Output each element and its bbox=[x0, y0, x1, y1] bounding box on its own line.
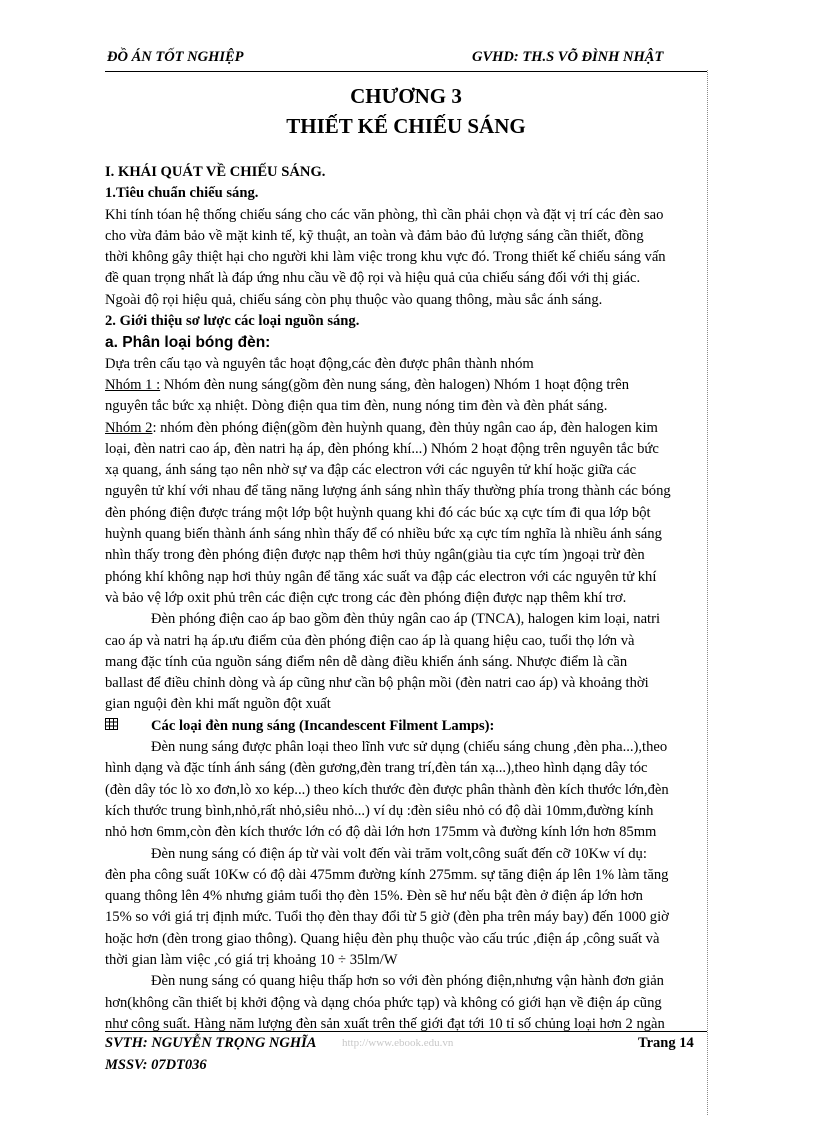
text-line bbox=[105, 801, 707, 822]
line-text: nhỏ hơn 6mm,còn đèn kích thước lớn có độ dài lớn hơn 175mm và đường kính lớn hơn 85mm bbox=[105, 824, 657, 841]
text-line bbox=[105, 865, 707, 886]
text-line bbox=[105, 481, 707, 502]
footer-student: SVTH: NGUYỄN TRỌNG NGHĨA bbox=[105, 1035, 317, 1051]
text-line bbox=[105, 545, 707, 566]
page-number: Trang 14 bbox=[638, 1035, 694, 1051]
text-line bbox=[105, 332, 707, 353]
header-rule bbox=[105, 71, 707, 72]
line-text: hình dạng và đặc tính ánh sáng (đèn gương,đèn trang trí,đèn tán xạ...),theo hình dạng dây tóc bbox=[105, 760, 648, 777]
line-text: a. Phân loại bóng đèn: bbox=[105, 334, 271, 352]
text-line bbox=[105, 993, 707, 1014]
text-line bbox=[105, 886, 707, 907]
line-text: (đèn dây tóc lò xo đơn,lò xo kép...) theo kích thước đèn được phân thành đèn kích thước lớn,đèn bbox=[105, 781, 669, 798]
line-text: Ngoài độ rọi hiệu quả, chiếu sáng còn phụ thuộc vào quang thông, màu sắc ánh sáng. bbox=[105, 291, 603, 308]
line-text: và bảo vệ lớp oxit phủ trên các điện cực trong các đèn phóng điện được nạp thêm khí trơ. bbox=[105, 589, 627, 606]
text-line bbox=[105, 183, 707, 204]
line-text: mang đặc tính của nguồn sáng điểm nên dễ dàng điều khiển ánh sáng. Nhược điểm là cần bbox=[105, 653, 628, 670]
text-line bbox=[105, 247, 707, 268]
text-line bbox=[105, 311, 707, 332]
line-text: đèn phóng điện được tráng một lớp bột huỳnh quang khi đó các búc xạ cực tím đi qua lớp bột bbox=[105, 504, 651, 521]
text-line bbox=[105, 439, 707, 460]
line-text: Đèn nung sáng có điện áp từ vài volt đến vài trăm volt,công suất đến cỡ 10Kw ví dụ: bbox=[151, 845, 647, 862]
group-label: Nhóm 1 : bbox=[105, 376, 161, 393]
line-text: kích thước trung bình,nhỏ,rất nhỏ,siêu nhỏ...) ví dụ :đèn siêu nhỏ có độ dài 10mm,đường kính bbox=[105, 802, 654, 819]
line-text: huỳnh quang biến thành ánh sáng nhìn thấy để có nhiều bức xạ cực tím nghĩa là nhiều ánh sáng bbox=[105, 526, 662, 543]
text-line bbox=[105, 780, 707, 801]
line-text: 2. Giới thiệu sơ lược các loại nguồn sáng. bbox=[105, 313, 360, 330]
line-text: nhìn thấy trong đèn phóng điện được nạp thêm hơi thủy ngân(giàu tia cực tím )ngoại trừ đèn bbox=[105, 547, 645, 564]
text-line bbox=[105, 822, 707, 843]
line-text: Khi tính tóan hệ thống chiếu sáng cho các văn phòng, thì cần phải chọn và đặt vị trí các đèn sao bbox=[105, 206, 664, 223]
chapter-title: THIẾT KẾ CHIẾU SÁNG bbox=[286, 114, 526, 138]
line-text: cao áp và natri hạ áp.ưu điểm của đèn phóng điện cao áp là quang hiệu cao, tuổi thọ lớn và bbox=[105, 632, 635, 649]
text-line bbox=[105, 162, 707, 183]
header-right: GVHD: TH.S VÕ ĐÌNH NHẬT bbox=[472, 49, 664, 65]
footer-rule bbox=[105, 1031, 707, 1032]
line-text: đề quan trọng nhất là đáp ứng nhu cầu về độ rọi và hiệu quả của chiếu sáng đối với thị giác. bbox=[105, 270, 641, 287]
text-line bbox=[105, 673, 707, 694]
line-text: : nhóm đèn phóng điện(gồm đèn huỳnh quang, đèn thủy ngân cao áp, đèn halogen kim bbox=[152, 419, 658, 436]
line-text: nguyên tử khí với nhau để tăng năng lượng ánh sáng nhìn thấy thường phía trong thành các bóng bbox=[105, 483, 671, 500]
text-line bbox=[105, 631, 707, 652]
text-line bbox=[105, 418, 707, 439]
line-text: hơn(không cần thiết bị khởi động và dạng chóa phức tạp) và không có giới hạn về điện áp cũng bbox=[105, 994, 662, 1011]
line-text: quang thông lên 4% nhưng giảm tuổi thọ đèn 15%. Đèn sẽ hư nếu bật đèn ở điện áp lớn hơn bbox=[105, 888, 643, 905]
text-line bbox=[105, 205, 707, 226]
body-text bbox=[105, 162, 707, 1035]
line-text: đèn pha công suất 10Kw có độ dài 475mm đường kính 275mm. sự tăng điện áp lên 1% làm tăng bbox=[105, 866, 669, 883]
text-line bbox=[105, 950, 707, 971]
line-text: Đèn nung sáng được phân loại theo lĩnh vưc sử dụng (chiếu sáng chung ,đèn pha...),theo bbox=[151, 739, 668, 756]
text-line bbox=[105, 716, 707, 737]
text-line bbox=[105, 694, 707, 715]
text-line bbox=[105, 567, 707, 588]
chapter-number: CHƯƠNG 3 bbox=[350, 84, 462, 108]
text-line bbox=[105, 907, 707, 928]
group-label: Nhóm 2 bbox=[105, 419, 153, 436]
footer-watermark: http://www.ebook.edu.vn bbox=[342, 1037, 454, 1049]
text-line bbox=[105, 652, 707, 673]
text-line bbox=[105, 844, 707, 865]
line-text: ballast để điều chỉnh dòng và áp cũng như cần bộ phận mồi (đèn natri cao áp) và khoảng thời bbox=[105, 675, 649, 692]
page-header bbox=[107, 49, 707, 71]
text-line bbox=[105, 588, 707, 609]
line-text: như công suất. Hàng năm lượng đèn sản xuất trên thế giới đạt tới 10 tỉ số chủng loại hơn 2 ngàn bbox=[105, 1015, 665, 1032]
header-left: ĐỒ ÁN TỐT NGHIỆP bbox=[107, 49, 244, 65]
grid-bullet-icon bbox=[105, 716, 151, 737]
line-text: Dựa trên cấu tạo và nguyên tắc hoạt động,các đèn được phân thành nhóm bbox=[105, 355, 534, 372]
line-text: Các loại đèn nung sáng (Incandescent Filment Lamps): bbox=[151, 717, 495, 734]
text-line bbox=[105, 503, 707, 524]
text-line bbox=[105, 758, 707, 779]
line-text: nguyên tắc bức xạ nhiệt. Dòng điện qua tim đèn, nung nóng tim đèn và đèn phát sáng. bbox=[105, 398, 608, 415]
line-text: gian nguội đèn khi mất nguồn đột xuất bbox=[105, 696, 331, 713]
line-text: hoặc hơn (đèn trong giao thông). Quang hiệu đèn phụ thuộc vào cấu trúc ,điện áp ,công suất và bbox=[105, 930, 660, 947]
line-text: xạ quang, ánh sáng tạo nên nhờ sự va đập các electron với các nguyên tử khí hoặc giữa các bbox=[105, 462, 637, 479]
text-line bbox=[105, 354, 707, 375]
right-margin-rule bbox=[707, 70, 708, 1115]
footer-mssv: MSSV: 07DT036 bbox=[105, 1057, 207, 1073]
text-line bbox=[105, 737, 707, 758]
line-text: thời gian làm việc ,có giá trị khoảng 10 ÷ 35lm/W bbox=[105, 951, 398, 968]
text-line bbox=[105, 268, 707, 289]
text-line bbox=[105, 609, 707, 630]
text-line bbox=[105, 375, 707, 396]
text-line bbox=[105, 396, 707, 417]
text-line bbox=[105, 971, 707, 992]
line-text: Nhóm đèn nung sáng(gồm đèn nung sáng, đèn halogen) Nhóm 1 hoạt động trên bbox=[160, 376, 630, 393]
line-text: Đèn phóng điện cao áp bao gồm đèn thủy ngân cao áp (TNCA), halogen kim loại, natri bbox=[151, 611, 661, 628]
line-text: Đèn nung sáng có quang hiệu thấp hơn so với đèn phóng điện,nhưng vận hành đơn giản bbox=[151, 973, 664, 990]
line-text: phóng khí không nạp hơi thủy ngân để tăng xác suất va đập các electron với các nguyên tử khí bbox=[105, 568, 657, 585]
line-text: thời không gây thiệt hại cho người khi làm việc trong khu vực đó. Trong thiết kế chiếu sáng vấn bbox=[105, 249, 666, 266]
line-text: loại, đèn natri cao áp, đèn natri hạ áp, đèn phóng khí...) Nhóm 2 hoạt động trên nguyên tắc bức bbox=[105, 440, 659, 457]
line-text: 1.Tiêu chuẩn chiếu sáng. bbox=[105, 185, 259, 202]
line-text: cho vừa đảm bảo về mặt kinh tế, kỹ thuật, an toàn và đảm bảo đủ lượng sáng cần thiết, đồng bbox=[105, 227, 644, 244]
text-line bbox=[105, 460, 707, 481]
line-text: 15% so với giá trị định mức. Tuổi thọ đèn thay đổi từ 5 giờ (đèn pha trên máy bay) đến 1000 giờ bbox=[105, 909, 669, 926]
text-line bbox=[105, 524, 707, 545]
line-text: I. KHÁI QUÁT VỀ CHIẾU SÁNG. bbox=[105, 164, 326, 180]
text-line bbox=[105, 290, 707, 311]
text-line bbox=[105, 929, 707, 950]
text-line bbox=[105, 226, 707, 247]
